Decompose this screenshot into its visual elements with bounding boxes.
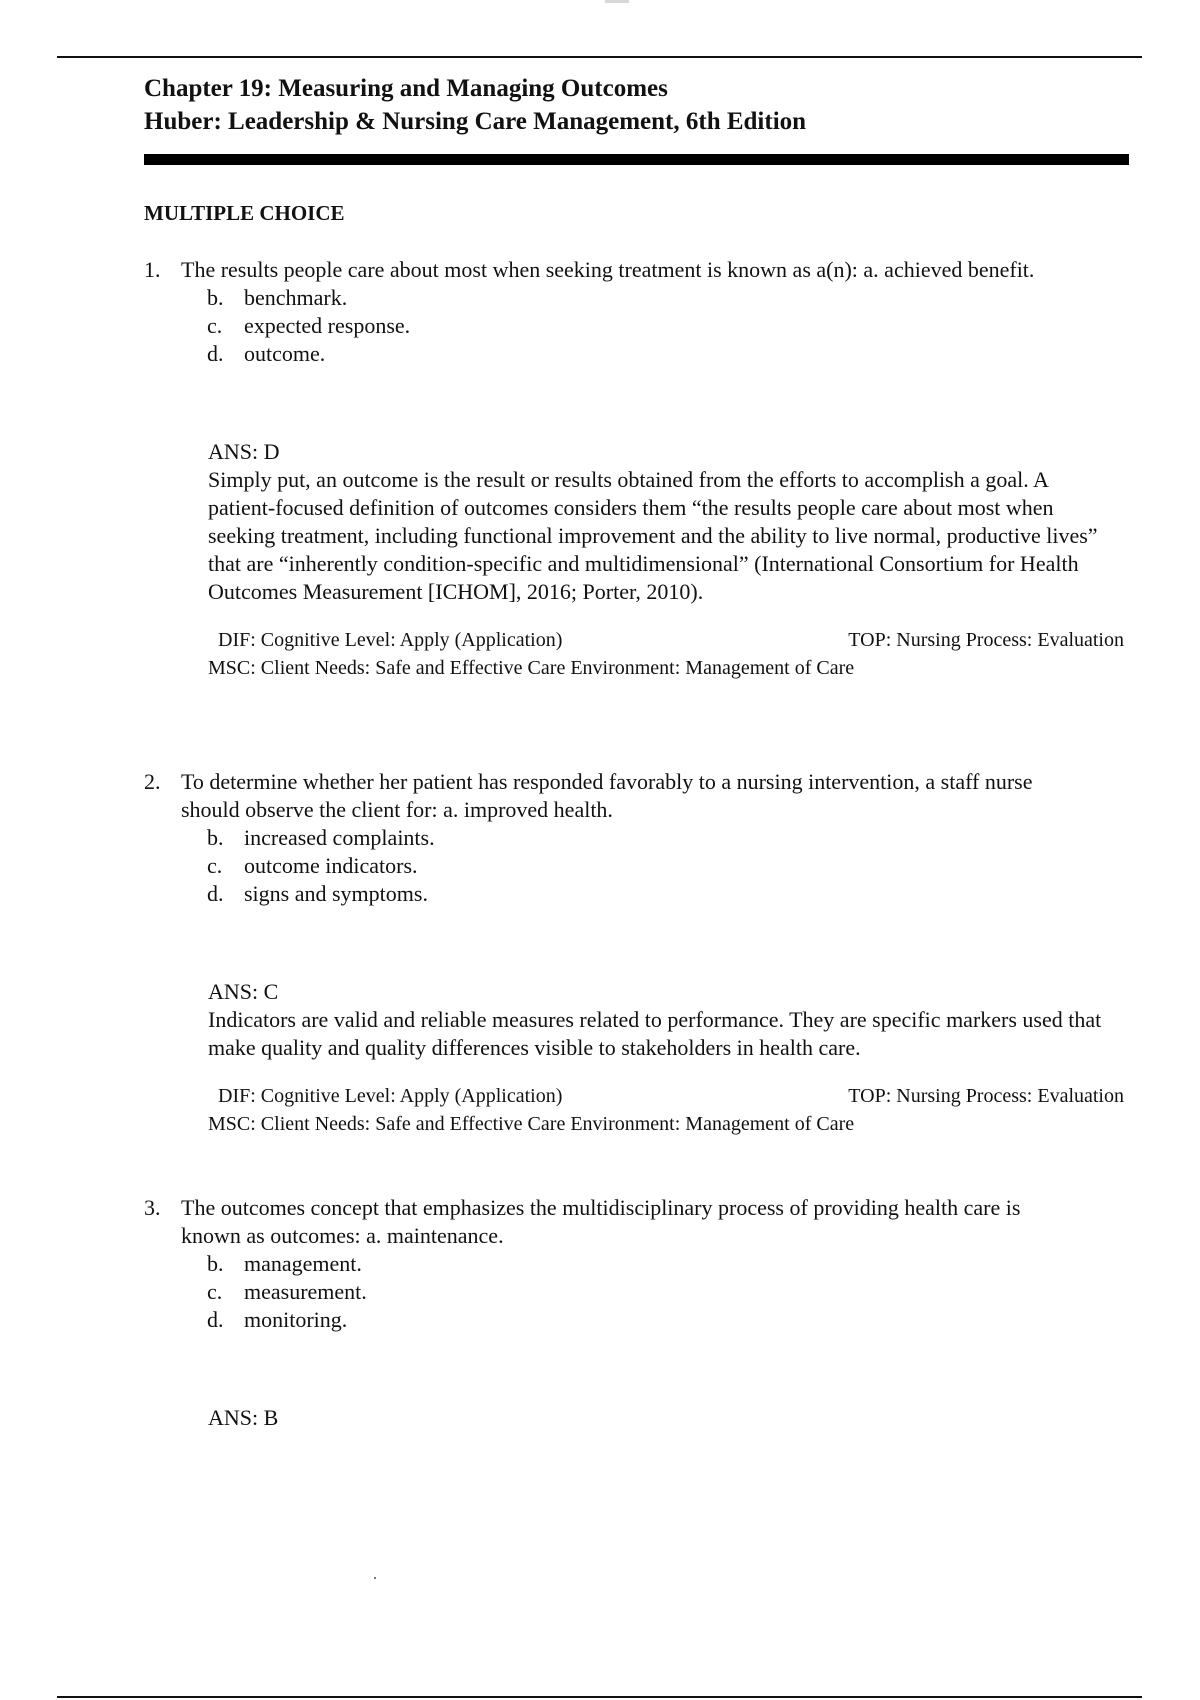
- question-3: [144, 1194, 1124, 1432]
- option-letter: b.: [207, 825, 224, 850]
- option-letter: d.: [207, 341, 224, 366]
- metadata-row: [208, 1082, 1124, 1110]
- option-text: increased complaints.: [244, 825, 435, 850]
- option-text: monitoring.: [244, 1307, 348, 1332]
- rationale: Simply put, an outcome is the result or results obtained from the efforts to accomplish a goal. A patient-focused definition of outcomes considers them “the results people care about most when seeking treatment, including functional improvement and the ability to live normal, productive lives” that are “inherently condition-specific and multidimensional” (International Consortium for Health Outcomes Measurement [ICHOM], 2016; Porter, 2010).: [208, 467, 1098, 604]
- scan-artifact: [605, 0, 629, 3]
- option-d: [144, 1306, 1124, 1334]
- option-letter: d.: [207, 881, 224, 906]
- answer-block: [208, 438, 1124, 682]
- option-b: [144, 284, 1124, 312]
- topic: TOP: Nursing Process: Evaluation: [848, 629, 1124, 651]
- question-2: [144, 768, 1124, 1138]
- answer-block: [208, 978, 1124, 1138]
- question-metadata: [208, 626, 1124, 682]
- option-b: [144, 824, 1124, 852]
- document-heading: [144, 72, 806, 138]
- question-stem: [144, 768, 1064, 824]
- option-letter: d.: [207, 1307, 224, 1332]
- answer-block: [208, 1404, 1124, 1432]
- topic: TOP: Nursing Process: Evaluation: [848, 1085, 1124, 1107]
- question-stem: [144, 1194, 1064, 1250]
- answer-key: ANS: B: [208, 1405, 279, 1430]
- answer-key: ANS: C: [208, 979, 279, 1004]
- client-needs: MSC: Client Needs: Safe and Effective Care Environment: Management of Care: [208, 657, 855, 679]
- option-d: [144, 880, 1124, 908]
- option-c: [144, 1278, 1124, 1306]
- scan-speck: [374, 1577, 376, 1579]
- option-d: [144, 340, 1124, 368]
- option-letter: c.: [207, 313, 223, 338]
- difficulty: DIF: Cognitive Level: Apply (Application): [218, 1085, 563, 1107]
- question-number: 3.: [144, 1195, 161, 1220]
- question-1: [144, 256, 1124, 682]
- question-metadata: [208, 1082, 1124, 1138]
- option-letter: b.: [207, 1251, 224, 1276]
- client-needs: MSC: Client Needs: Safe and Effective Care Environment: Management of Care: [208, 1113, 855, 1135]
- option-text: outcome indicators.: [244, 853, 418, 878]
- option-text: signs and symptoms.: [244, 881, 428, 906]
- bottom-rule: [57, 1696, 1142, 1698]
- option-text: outcome.: [244, 341, 326, 366]
- question-text: The outcomes concept that emphasizes the multidisciplinary process of providing health care is known as outcomes: a. maintenance.: [181, 1195, 1021, 1248]
- rationale: Indicators are valid and reliable measures related to performance. They are specific markers used that make quality and quality differences visible to stakeholders in health care.: [208, 1007, 1102, 1060]
- option-b: [144, 1250, 1124, 1278]
- difficulty: DIF: Cognitive Level: Apply (Application): [218, 629, 563, 651]
- question-text: To determine whether her patient has responded favorably to a nursing intervention, a staff nurse should observe the client for: a. improved health.: [181, 769, 1033, 822]
- top-rule: [57, 56, 1142, 58]
- option-letter: c.: [207, 853, 223, 878]
- question-text: The results people care about most when seeking treatment is known as a(n): a. achieved benefit.: [181, 257, 1035, 282]
- chapter-title: Chapter 19: Measuring and Managing Outcomes: [144, 75, 668, 102]
- option-letter: b.: [207, 285, 224, 310]
- option-text: management.: [244, 1251, 362, 1276]
- option-letter: c.: [207, 1279, 223, 1304]
- option-text: measurement.: [244, 1279, 367, 1304]
- question-stem: [144, 256, 1064, 284]
- question-number: 1.: [144, 257, 161, 282]
- answer-key: ANS: D: [208, 439, 280, 464]
- section-title: MULTIPLE CHOICE: [144, 201, 345, 225]
- heading-divider: [144, 154, 1129, 165]
- question-number: 2.: [144, 769, 161, 794]
- option-text: benchmark.: [244, 285, 348, 310]
- metadata-row: [208, 626, 1124, 654]
- book-title: Huber: Leadership & Nursing Care Management, 6th Edition: [144, 108, 807, 135]
- option-c: [144, 852, 1124, 880]
- option-c: [144, 312, 1124, 340]
- option-text: expected response.: [244, 313, 411, 338]
